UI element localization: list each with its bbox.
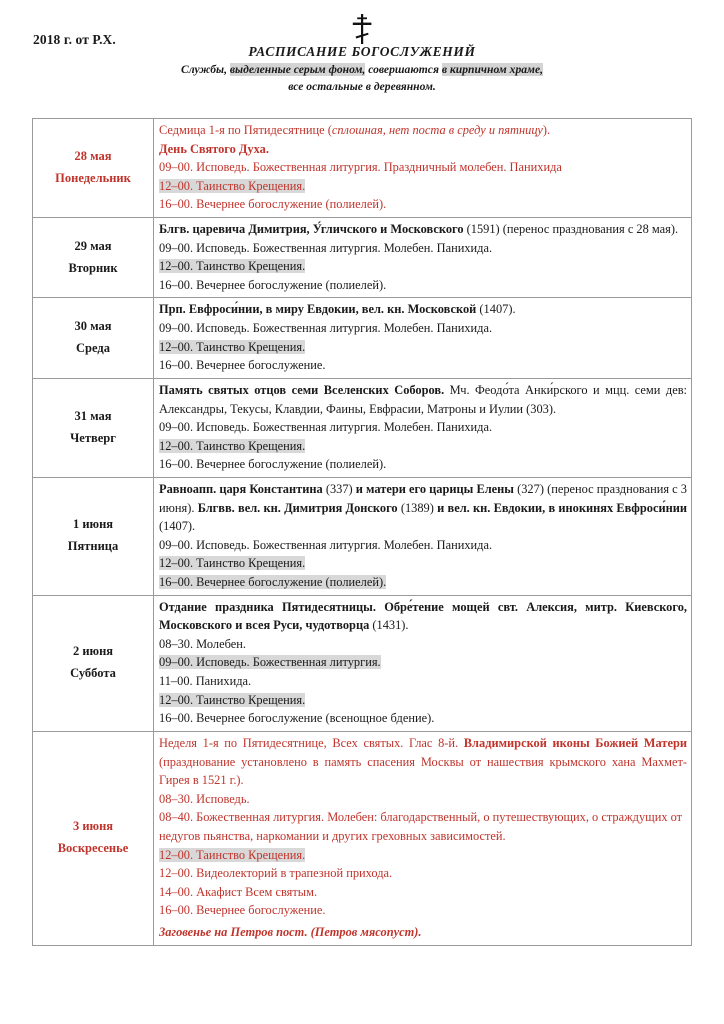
text-run: 16–00. Вечернее богослужение (полиелей). (159, 457, 387, 472)
text-run: (1407). (476, 302, 516, 317)
text-run: День Святого Духа. (159, 141, 269, 156)
service-line (159, 672, 687, 691)
service-line (159, 901, 687, 920)
day-weekday: Вторник (68, 260, 118, 275)
service-line (159, 418, 687, 437)
brick-church-highlight (159, 439, 305, 453)
day-date: 28 мая (74, 149, 112, 164)
text-run: 12–00. Видеолекторий в трапезной прихода. (159, 866, 393, 881)
subtitle-highlight-1: выделенные серым фоном, (229, 63, 366, 76)
day-cell (33, 218, 154, 298)
service-line (159, 635, 687, 654)
service-line (159, 177, 687, 196)
day-weekday: Среда (76, 341, 110, 356)
day-cell (33, 298, 154, 378)
text-run: Отдание праздника Пятидесятницы. Обре́тение мощей свт. Алексия, митр. Киевского, Московского и всея Руси, чудотворца (159, 599, 687, 633)
day-cell (33, 477, 154, 595)
text-run: 16–00. Вечернее богослужение (полиелей). (159, 197, 387, 212)
service-line (159, 356, 687, 375)
text-run: Мч. Феодо́та Анки́рского и мцц. семи дев: Александры, Текусы, Клавдии, Фаины, Евфрасии, Матроны и Иулии (303). (159, 382, 687, 416)
service-line (159, 455, 687, 474)
text-run: 09–00. Исповедь. Божественная литургия. Молебен. Панихида. (159, 420, 493, 435)
text-run: ). (542, 123, 551, 137)
text-run: 11–00. Панихида. (159, 674, 252, 689)
text-run: (1407). (159, 519, 196, 534)
text-run: 12–00. Таинство Крещения. (159, 259, 306, 274)
brick-church-highlight (159, 848, 305, 862)
service-line (159, 437, 687, 456)
text-run: Владимирской иконы Божией Матери (463, 735, 687, 750)
document-header (0, 0, 724, 112)
page-title: РАСПИСАНИЕ БОГОСЛУЖЕНИЙ (248, 44, 476, 59)
text-run: сплошная, нет поста в среду и пятницу (331, 123, 543, 137)
services-cell (154, 378, 692, 477)
feast-heading (159, 381, 687, 418)
service-line (159, 653, 687, 672)
day-weekday: Пятница (67, 539, 119, 554)
service-line (159, 257, 687, 276)
day-weekday: Суббота (70, 666, 116, 681)
service-line (159, 239, 687, 258)
text-run: Блгв. царевича Димитрия, У́гличского и Московского (159, 222, 464, 237)
brick-church-highlight (159, 693, 305, 707)
services-cell (154, 119, 692, 218)
service-line (159, 195, 687, 214)
brick-church-highlight (159, 655, 381, 669)
day-date: 29 мая (74, 238, 112, 253)
text-run: 09–00. Исповедь. Божественная литургия. Молебен. Панихида. (159, 240, 493, 255)
text-run: 16–00. Вечернее богослужение (полиелей). (159, 277, 387, 292)
subtitle-line-2: все остальные в деревянном. (288, 79, 436, 93)
day-cell (33, 595, 154, 731)
text-run: 08–30. Молебен. (159, 636, 246, 651)
subtitle (0, 62, 724, 96)
service-line (159, 864, 687, 883)
service-line (159, 554, 687, 573)
text-run: Равноапп. царя Константина (159, 481, 323, 496)
service-line (159, 573, 687, 592)
service-line (159, 808, 687, 845)
text-run: 14–00. Акафист Всем святым. (159, 884, 318, 899)
brick-church-highlight (159, 259, 305, 273)
brick-church-highlight (159, 556, 305, 570)
feast-heading (159, 220, 687, 239)
service-line (159, 338, 687, 357)
service-line (159, 319, 687, 338)
text-run: и матери его царицы Елены (355, 481, 514, 496)
text-run: 09–00. Исповедь. Божественная литургия. (159, 655, 381, 670)
text-run: 09–00. Исповедь. Божественная литургия. Молебен. Панихида. (159, 321, 493, 336)
text-run: 12–00. Таинство Крещения. (159, 178, 306, 193)
feast-heading (159, 598, 687, 635)
day-weekday: Четверг (70, 430, 116, 445)
subtitle-part-2: совершаются (365, 63, 442, 76)
text-run: Неделя 1-я по Пятидесятнице, Всех святых. Глас 8-й. (159, 735, 464, 750)
day-date: 2 июня (72, 644, 114, 659)
services-cell (154, 731, 692, 945)
feast-heading (159, 480, 687, 536)
day-date: 1 июня (72, 517, 114, 532)
text-run: 12–00. Таинство Крещения. (159, 692, 306, 707)
table-row (33, 731, 692, 945)
service-line (159, 691, 687, 710)
text-run: Седмица 1-я по Пятидесятнице ( (159, 123, 332, 137)
table-row (33, 298, 692, 378)
day-cell (33, 119, 154, 218)
table-row (33, 218, 692, 298)
service-line (159, 140, 687, 159)
service-line (159, 709, 687, 728)
subtitle-highlight-2: в кирпичном храме, (441, 63, 544, 76)
service-schedule-table (32, 118, 692, 946)
text-run: (1591) (перенос празднования с 28 мая). (463, 222, 679, 237)
table-row (33, 595, 692, 731)
text-run: (празднование установлено в память спасения Москвы от нашествия крымского хана Махмет-Гирея в 1521 г.). (159, 754, 687, 788)
text-run: 16–00. Вечернее богослужение (полиелей). (159, 575, 387, 590)
text-run: 08–30. Исповедь. (159, 791, 250, 806)
services-cell (154, 477, 692, 595)
service-line (159, 536, 687, 555)
day-cell (33, 378, 154, 477)
day-weekday: Воскресенье (57, 841, 129, 856)
brick-church-highlight (159, 179, 305, 193)
service-line (159, 790, 687, 809)
service-line (159, 276, 687, 295)
day-date: 3 июня (72, 819, 114, 834)
year-label: 2018 г. от Р.Х. (33, 32, 116, 47)
text-run: 12–00. Таинство Крещения. (159, 847, 306, 862)
brick-church-highlight (159, 575, 386, 589)
text-run: Память святых отцов семи Вселенских Соборов. (159, 382, 445, 397)
table-row (33, 477, 692, 595)
text-run: 12–00. Таинство Крещения. (159, 556, 306, 571)
text-run: 16–00. Вечернее богослужение (всенощное бдение). (159, 711, 435, 726)
text-run: 09–00. Исповедь. Божественная литургия. Молебен. Панихида. (159, 537, 493, 552)
services-cell (154, 298, 692, 378)
text-run: 12–00. Таинство Крещения. (159, 438, 306, 453)
service-line (159, 846, 687, 865)
closing-note: Заговенье на Петров пост. (Петров мясопуст). (159, 924, 422, 939)
day-weekday: Понедельник (55, 171, 131, 186)
text-run: 12–00. Таинство Крещения. (159, 339, 306, 354)
text-run: (1389) (397, 500, 438, 515)
feast-heading (159, 300, 687, 319)
text-run: 16–00. Вечернее богослужение. (159, 903, 326, 918)
text-run: (1431). (369, 618, 409, 633)
day-cell (33, 731, 154, 945)
feast-heading (159, 121, 687, 140)
service-line (159, 158, 687, 177)
services-cell (154, 595, 692, 731)
text-run: (337) (322, 481, 356, 496)
text-run: Прп. Евфроси́нии, в миру Евдокии, вел. кн. Московской (159, 302, 477, 317)
text-run: 08–40. Божественная литургия. Молебен: благодарственный, о путешествующих, о страждущих от недугов пьянства, наркомании и других греховных зависимостей. (159, 810, 683, 843)
day-date: 31 мая (74, 409, 112, 424)
subtitle-part-1: Службы, (180, 63, 230, 76)
feast-heading (159, 734, 687, 790)
title-block (0, 44, 724, 96)
schedule-table-body (33, 119, 692, 946)
table-row (33, 119, 692, 218)
text-run: 16–00. Вечернее богослужение. (159, 358, 326, 373)
service-line (159, 883, 687, 902)
brick-church-highlight (159, 340, 305, 354)
services-cell (154, 218, 692, 298)
text-run: (327) (перенос празднования с 3 июня). (159, 481, 687, 515)
text-run: 09–00. Исповедь. Божественная литургия. Праздничный молебен. Панихида (159, 160, 562, 175)
text-run: и вел. кн. Евдокии, в инокинях Евфроси́нии (437, 500, 688, 515)
day-date: 30 мая (74, 319, 112, 334)
text-run: Блгвв. вел. кн. Димитрия Донского (197, 500, 398, 515)
table-row (33, 378, 692, 477)
